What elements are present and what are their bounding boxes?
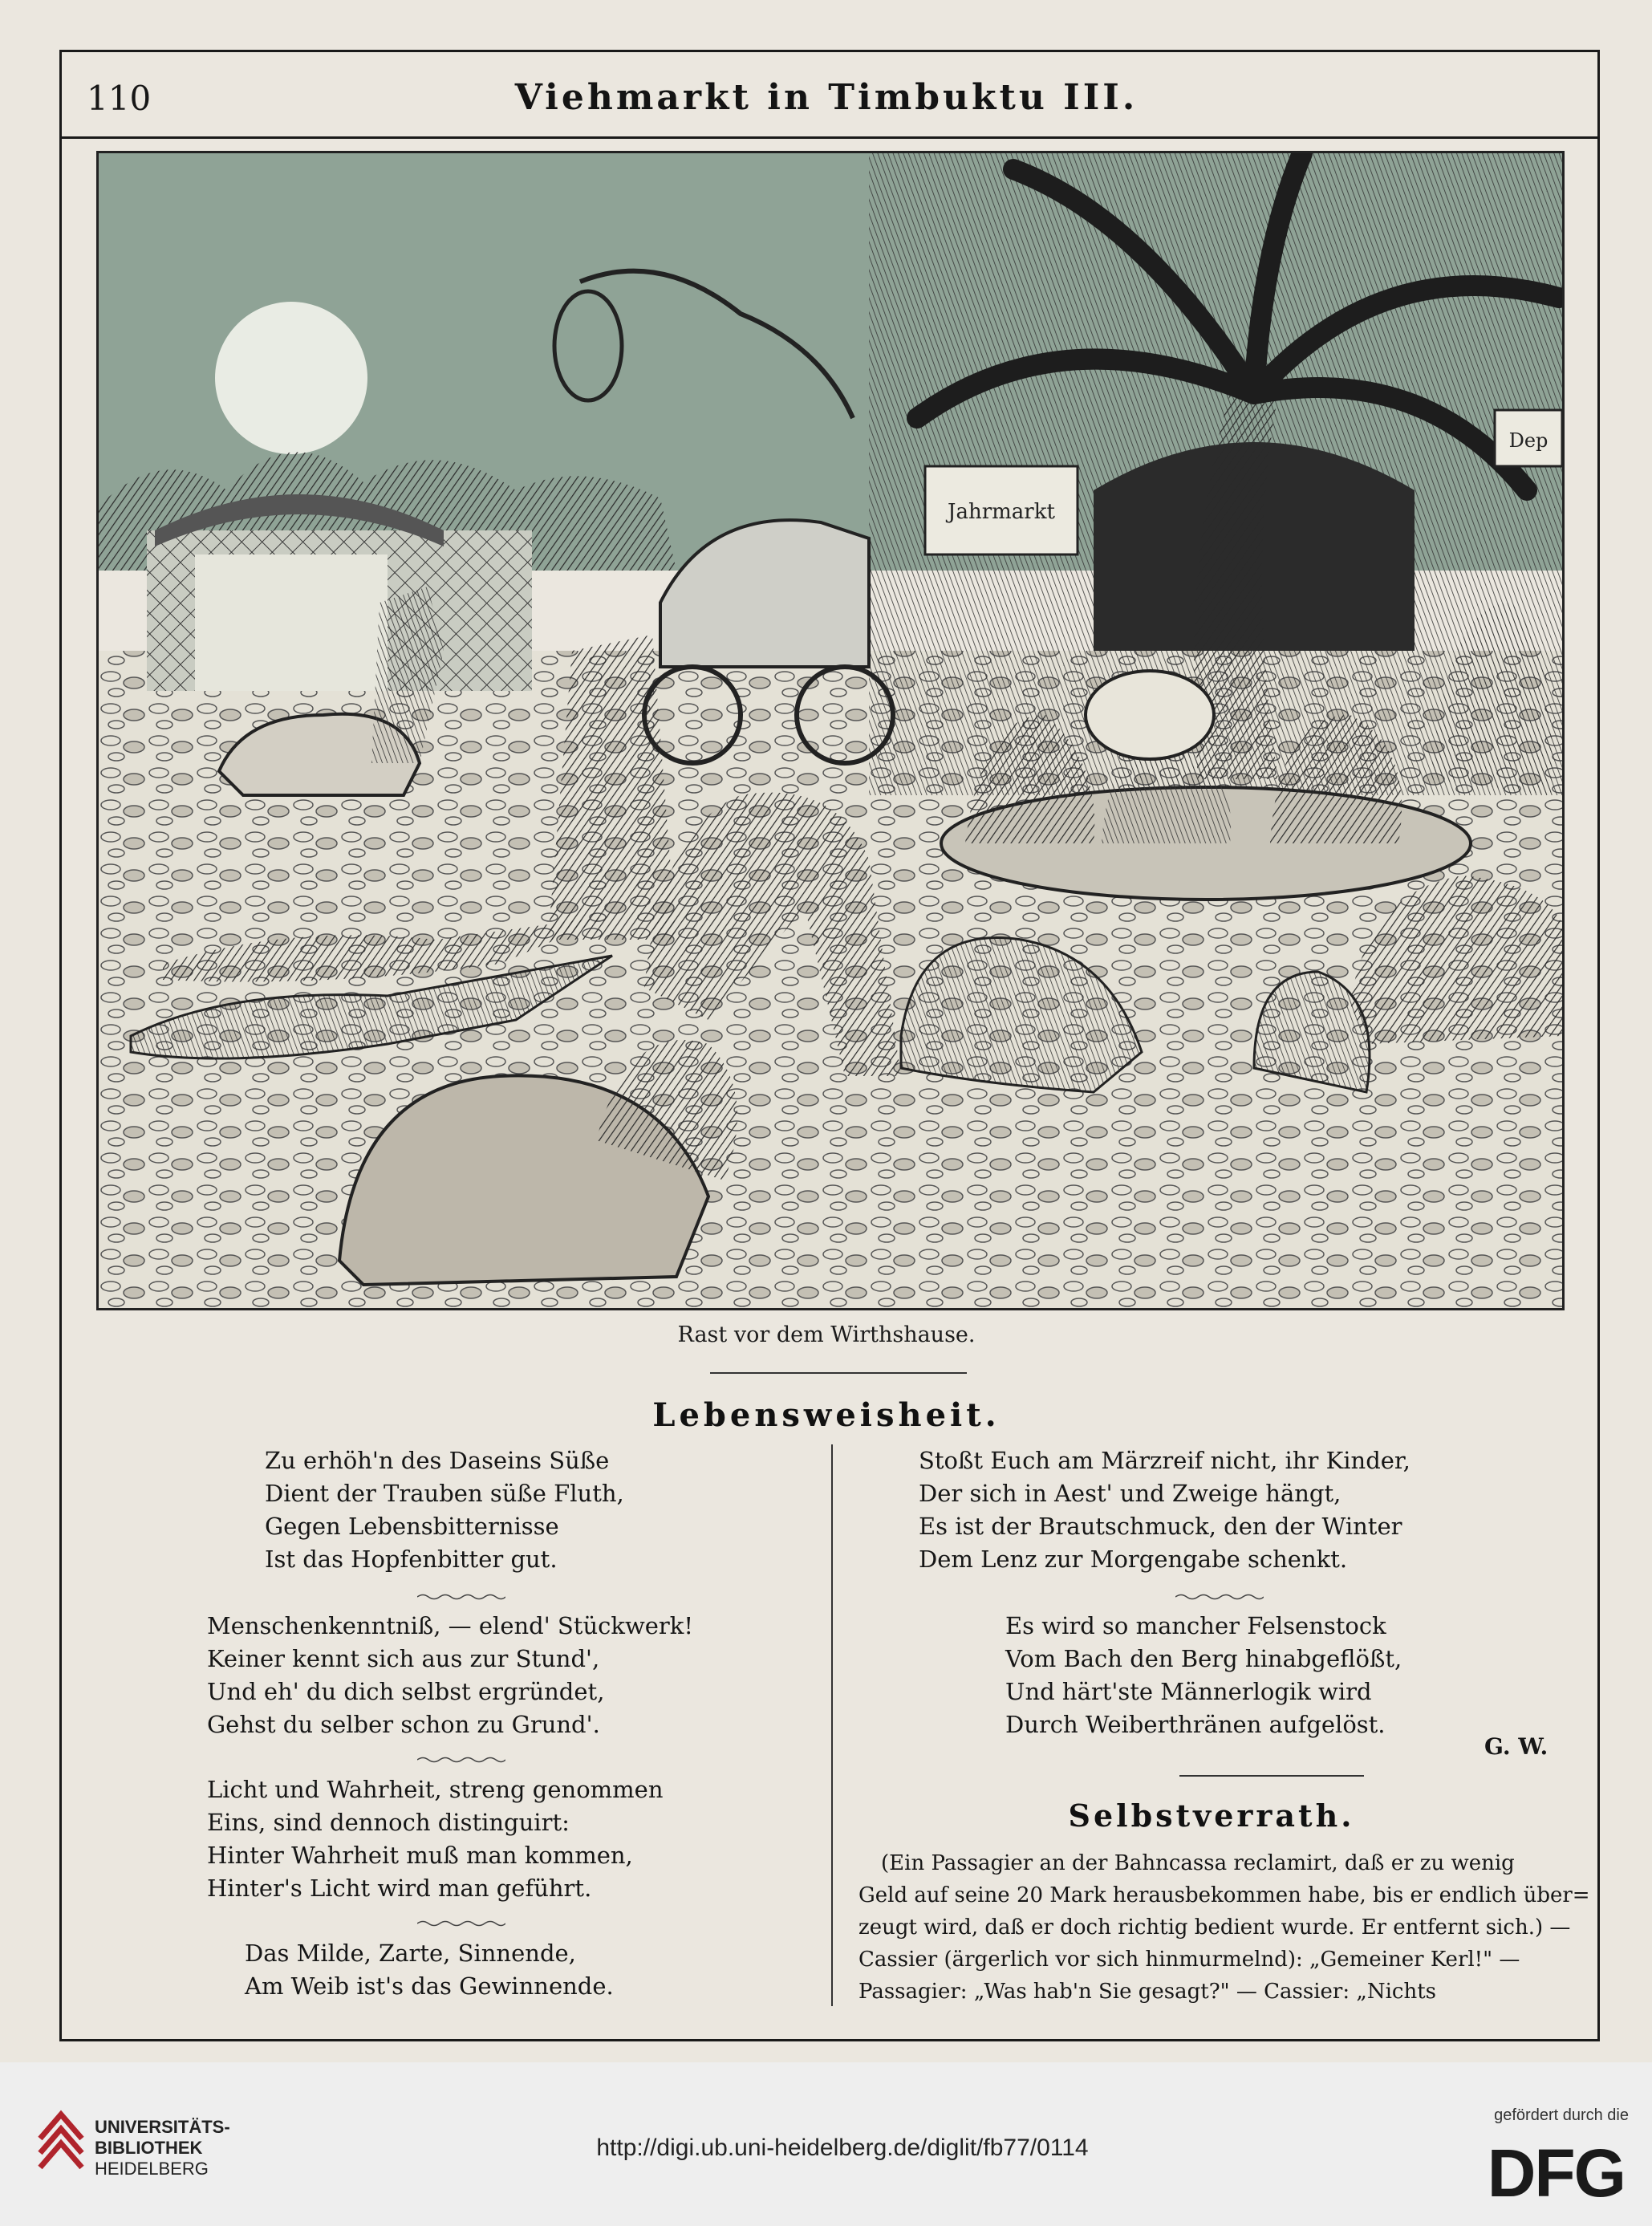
verse-line: Keiner kennt sich aus zur Stund',	[207, 1645, 600, 1672]
prose-line: zeugt wird, daß er doch richtig bedient wurde. Er entfernt sich.) —	[858, 1915, 1571, 1940]
library-name-line: UNIVERSITÄTS-	[95, 2117, 230, 2137]
verse-line: Hinter Wahrheit muß man kommen,	[207, 1842, 633, 1869]
verse-line: Und eh' du dich selbst ergründet,	[207, 1678, 605, 1705]
verse-line: Und härt'ste Männerlogik wird	[1005, 1678, 1372, 1705]
verse-line: Der sich in Aest' und Zweige hängt,	[919, 1480, 1341, 1507]
left-stanza-2	[207, 1610, 693, 1741]
prose-line: Geld auf seine 20 Mark herausbekommen habe, bis er endlich über=	[858, 1883, 1590, 1907]
dep-sign-text: Dep	[1508, 429, 1548, 452]
library-name	[95, 2117, 230, 2179]
engraving-illustration	[96, 151, 1565, 1310]
moon	[215, 302, 367, 454]
dfg-logo: DFG	[1487, 2135, 1625, 2211]
straw-hat	[1086, 671, 1214, 759]
verse-line: Dient der Trauben süße Fluth,	[265, 1480, 624, 1507]
prose-line: (Ein Passagier an der Bahncassa reclamirt, daß er zu wenig	[881, 1851, 1515, 1875]
verse-line: Es ist der Brautschmuck, den der Winter	[919, 1513, 1402, 1540]
prose-line: Passagier: „Was hab'n Sie gesagt?" — Cassier: „Nichts	[858, 1980, 1437, 2004]
verse-line: Das Milde, Zarte, Sinnende,	[245, 1940, 576, 1967]
selbstverrath-title: Selbstverrath.	[1068, 1797, 1355, 1834]
right-stanza-1	[919, 1444, 1410, 1576]
section-rule	[1179, 1775, 1364, 1777]
prose-line: Cassier (ärgerlich vor sich hinmurmelnd): „Gemeiner Kerl!" —	[858, 1948, 1520, 1972]
verse-line: Stoßt Euch am Märzreif nicht, ihr Kinder,	[919, 1447, 1410, 1474]
verse-line: Gegen Lebensbitternisse	[265, 1513, 559, 1540]
jahrmarkt-sign-text: Jahrmarkt	[948, 500, 1055, 524]
left-stanza-1	[265, 1444, 624, 1576]
page-number: 110	[87, 79, 152, 118]
verse-line: Eins, sind dennoch distinguirt:	[207, 1809, 570, 1836]
document-url-link[interactable]: http://digi.ub.uni-heidelberg.de/diglit/fb77/0114	[596, 2135, 1089, 2161]
university-library-logo-icon	[32, 2106, 90, 2175]
running-title: Viehmarkt in Timbuktu III.	[514, 77, 1139, 118]
left-stanza-3	[207, 1773, 664, 1905]
left-stanza-4	[245, 1937, 614, 2003]
stanza-ornament	[1175, 1593, 1264, 1601]
verse-line: Dem Lenz zur Morgengabe schenkt.	[919, 1546, 1348, 1573]
verse-line: Menschenkenntniß, — elend' Stückwerk!	[207, 1612, 694, 1639]
stanza-ornament	[417, 1756, 505, 1764]
stanza-ornament	[417, 1919, 505, 1927]
poem-title: Lebensweisheit.	[652, 1396, 1001, 1434]
verse-line: Es wird so mancher Felsenstock	[1005, 1612, 1386, 1639]
column-divider	[831, 1444, 833, 2006]
verse-line: Gehst du selber schon zu Grund'.	[207, 1711, 600, 1738]
right-stanza-2	[1005, 1610, 1402, 1741]
illustration-caption: Rast vor dem Wirthshause.	[677, 1322, 976, 1347]
gate-opening	[195, 554, 388, 691]
header-rule	[59, 136, 1600, 139]
library-name-line: BIBLIOTHEK	[95, 2138, 203, 2158]
verse-line: Licht und Wahrheit, streng genommen	[207, 1776, 664, 1803]
verse-line: Durch Weiberthränen aufgelöst.	[1005, 1711, 1386, 1738]
verse-line: Zu erhöh'n des Daseins Süße	[265, 1447, 610, 1474]
verse-line: Am Weib ist's das Gewinnende.	[245, 1972, 614, 2000]
verse-line: Vom Bach den Berg hinabgeflößt,	[1005, 1645, 1402, 1672]
verse-line: Ist das Hopfenbitter gut.	[265, 1546, 558, 1573]
funded-by-label: gefördert durch die	[1494, 2106, 1629, 2124]
verse-line: Hinter's Licht wird man geführt.	[207, 1875, 592, 1902]
stanza-ornament	[417, 1593, 505, 1601]
library-name-line: HEIDELBERG	[95, 2159, 209, 2179]
poem-signature: G. W.	[1484, 1733, 1548, 1760]
caption-rule	[710, 1372, 967, 1374]
selbstverrath-text	[858, 1847, 1590, 2008]
